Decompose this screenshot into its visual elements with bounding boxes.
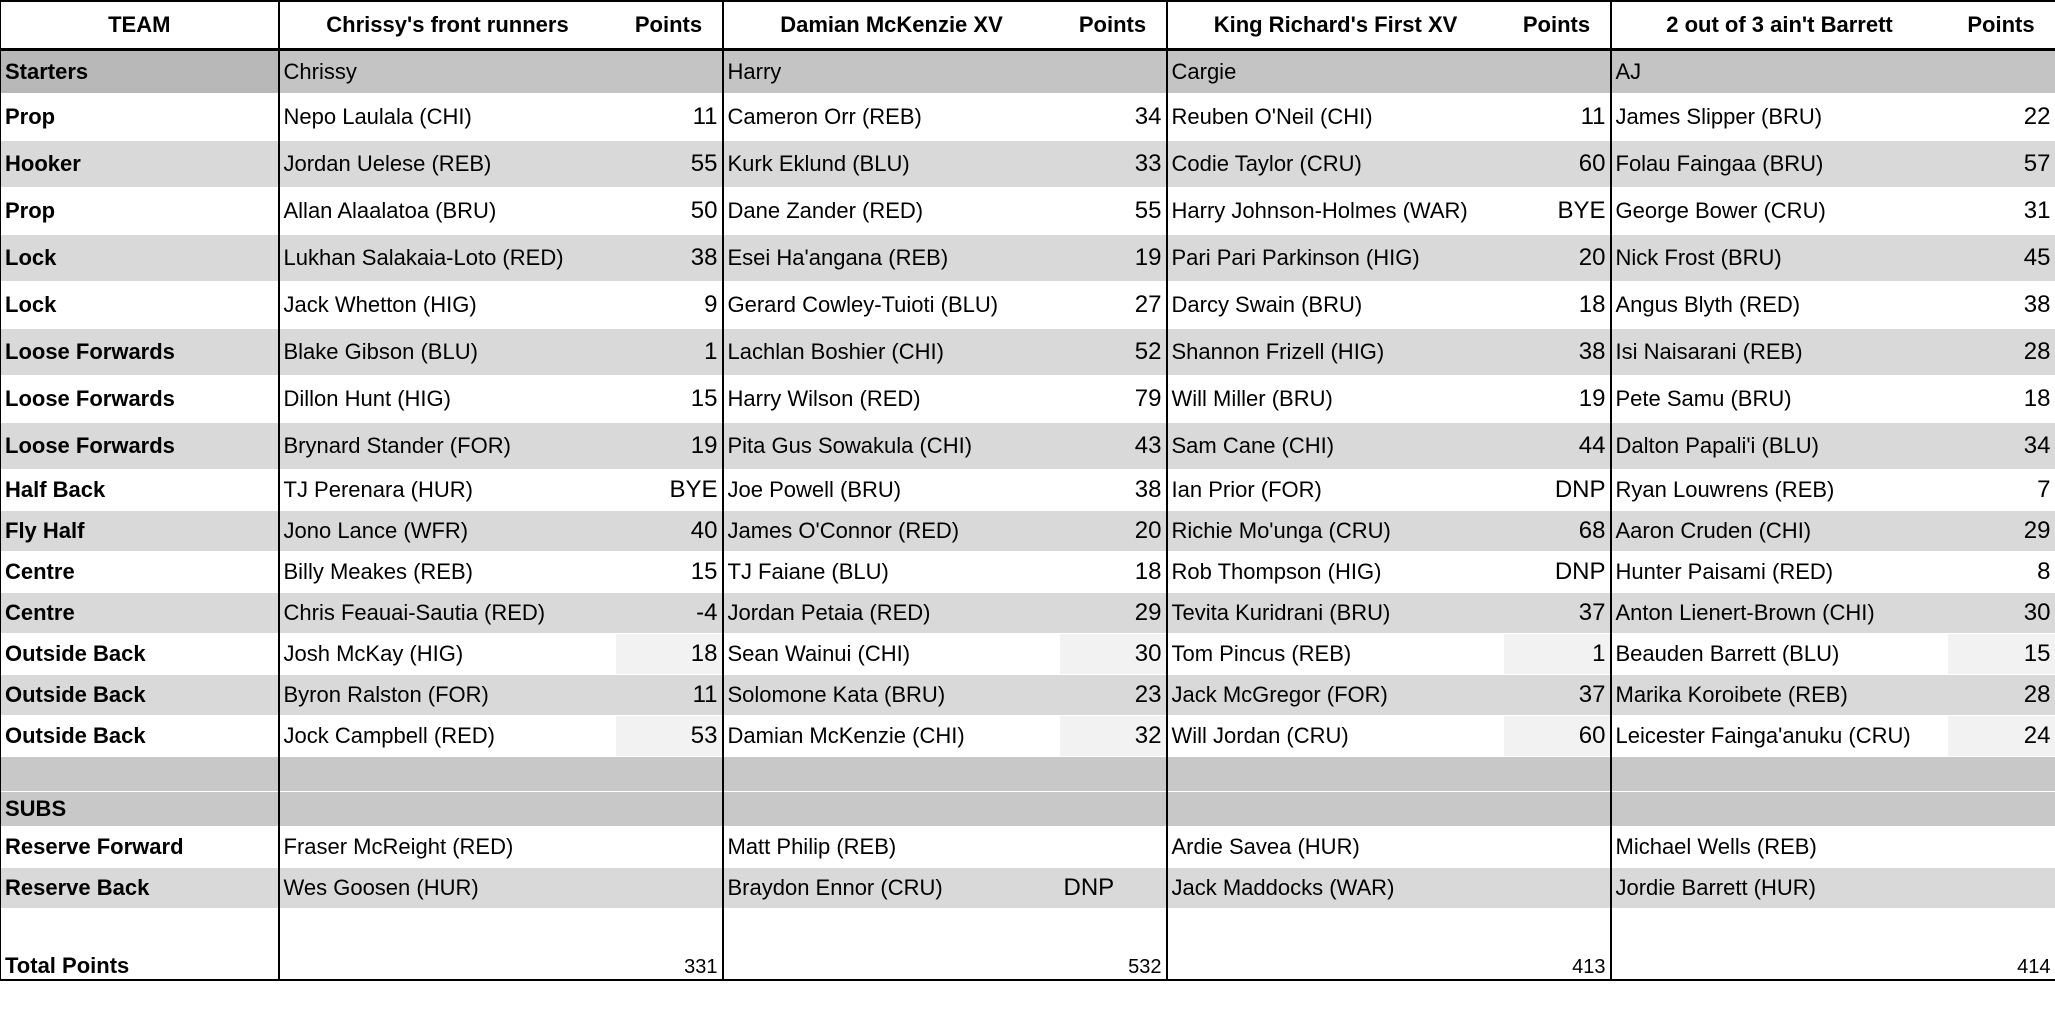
player-cell[interactable]: Damian McKenzie (CHI) (723, 716, 1060, 757)
player-cell[interactable]: Pete Samu (BRU) (1611, 376, 1948, 423)
points-cell[interactable]: 30 (1060, 634, 1167, 675)
points-cell[interactable]: 22 (1948, 94, 2055, 141)
points-cell[interactable]: 1 (1504, 634, 1611, 675)
player-cell[interactable]: Solomone Kata (BRU) (723, 675, 1060, 716)
player-cell[interactable]: Sam Cane (CHI) (1167, 423, 1504, 470)
spacer-cell[interactable] (279, 757, 616, 792)
points-cell[interactable]: 53 (616, 716, 723, 757)
position-cell[interactable]: Prop (1, 94, 279, 141)
points-cell[interactable]: 11 (616, 94, 723, 141)
points-cell[interactable]: 37 (1504, 593, 1611, 634)
player-cell[interactable]: Ian Prior (FOR) (1167, 470, 1504, 511)
player-cell[interactable]: Isi Naisarani (REB) (1611, 329, 1948, 376)
table-row (1, 329, 2055, 376)
points-cell[interactable]: 24 (1948, 716, 2055, 757)
team-3-total[interactable]: 413 (1504, 909, 1611, 981)
player-cell[interactable]: Jordan Uelese (REB) (279, 141, 616, 188)
spacer-cell[interactable] (1504, 792, 1611, 827)
player-cell[interactable]: Will Miller (BRU) (1167, 376, 1504, 423)
spacer-cell[interactable] (1948, 757, 2055, 792)
team-1-owner-points[interactable] (616, 50, 723, 94)
table-row (1, 94, 2055, 141)
points-cell[interactable]: 19 (1060, 235, 1167, 282)
points-cell[interactable]: 33 (1060, 141, 1167, 188)
team-3-name-header[interactable]: King Richard's First XV (1167, 1, 1504, 50)
table-row (1, 282, 2055, 329)
position-cell[interactable]: Half Back (1, 470, 279, 511)
player-cell[interactable]: Allan Alaalatoa (BRU) (279, 188, 616, 235)
player-cell[interactable]: Rob Thompson (HIG) (1167, 552, 1504, 593)
points-cell[interactable]: 29 (1060, 593, 1167, 634)
points-cell[interactable]: 11 (616, 675, 723, 716)
position-cell[interactable]: Centre (1, 593, 279, 634)
table-row (1, 470, 2055, 511)
points-cell[interactable]: 38 (1948, 282, 2055, 329)
points-cell[interactable]: 27 (1060, 282, 1167, 329)
spacer-cell[interactable] (1611, 792, 1948, 827)
player-cell[interactable]: Anton Lienert-Brown (CHI) (1611, 593, 1948, 634)
table-row (1, 552, 2055, 593)
player-cell[interactable]: Leicester Fainga'anuku (CRU) (1611, 716, 1948, 757)
player-cell[interactable]: Richie Mo'unga (CRU) (1167, 511, 1504, 552)
spacer-cell[interactable] (1167, 757, 1504, 792)
totals-row (1, 909, 2055, 981)
player-cell[interactable]: Jordan Petaia (RED) (723, 593, 1060, 634)
spacer-cell[interactable] (1948, 792, 2055, 827)
player-cell[interactable]: Ardie Savea (HUR) (1167, 827, 1504, 868)
total-points-label[interactable]: Total Points (1, 909, 279, 981)
points-cell[interactable]: 38 (1504, 329, 1611, 376)
table-row (1, 376, 2055, 423)
points-cell[interactable]: 15 (616, 552, 723, 593)
points-cell[interactable]: 60 (1504, 141, 1611, 188)
table-row (1, 188, 2055, 235)
points-cell[interactable]: 15 (616, 376, 723, 423)
player-cell[interactable]: Chris Feauai-Sautia (RED) (279, 593, 616, 634)
header-row (1, 1, 2055, 50)
team-3-total-spacer[interactable] (1167, 909, 1504, 981)
points-cell[interactable]: 1 (616, 329, 723, 376)
spacer-cell[interactable] (1611, 757, 1948, 792)
position-cell[interactable]: Fly Half (1, 511, 279, 552)
points-cell[interactable]: 11 (1504, 94, 1611, 141)
owners-row (1, 50, 2055, 94)
points-cell[interactable]: 57 (1948, 141, 2055, 188)
team-4-total-spacer[interactable] (1611, 909, 1948, 981)
spacer-cell[interactable] (616, 792, 723, 827)
position-cell[interactable]: Outside Back (1, 675, 279, 716)
player-cell[interactable]: Cameron Orr (REB) (723, 94, 1060, 141)
position-cell[interactable]: Outside Back (1, 634, 279, 675)
team-2-total[interactable]: 532 (1060, 909, 1167, 981)
points-cell[interactable]: 31 (1948, 188, 2055, 235)
points-cell[interactable] (1948, 827, 2055, 868)
player-cell[interactable]: Kurk Eklund (BLU) (723, 141, 1060, 188)
player-cell[interactable]: Jack Whetton (HIG) (279, 282, 616, 329)
player-cell[interactable]: Wes Goosen (HUR) (279, 868, 616, 909)
player-cell[interactable]: Matt Philip (REB) (723, 827, 1060, 868)
player-cell[interactable]: TJ Faiane (BLU) (723, 552, 1060, 593)
player-cell[interactable]: Pari Pari Parkinson (HIG) (1167, 235, 1504, 282)
subs-body (1, 827, 2055, 909)
points-cell[interactable]: 50 (616, 188, 723, 235)
points-cell[interactable] (1948, 868, 2055, 909)
player-cell[interactable]: Brynard Stander (FOR) (279, 423, 616, 470)
points-cell[interactable]: 23 (1060, 675, 1167, 716)
points-cell[interactable]: 38 (616, 235, 723, 282)
position-cell[interactable]: Hooker (1, 141, 279, 188)
player-cell[interactable]: Billy Meakes (REB) (279, 552, 616, 593)
points-cell[interactable]: 30 (1948, 593, 2055, 634)
team-4-owner-points[interactable] (1948, 50, 2055, 94)
player-cell[interactable]: Blake Gibson (BLU) (279, 329, 616, 376)
position-cell[interactable]: Loose Forwards (1, 423, 279, 470)
spacer-cell[interactable] (723, 757, 1060, 792)
player-cell[interactable]: Darcy Swain (BRU) (1167, 282, 1504, 329)
player-cell[interactable]: Lachlan Boshier (CHI) (723, 329, 1060, 376)
team-1-points-header[interactable]: Points (616, 1, 723, 50)
points-cell[interactable]: 79 (1060, 376, 1167, 423)
position-cell[interactable]: Lock (1, 235, 279, 282)
team-1-total-spacer[interactable] (279, 909, 616, 981)
subs-label[interactable]: SUBS (1, 792, 279, 827)
player-cell[interactable]: Byron Ralston (FOR) (279, 675, 616, 716)
player-cell[interactable]: Dillon Hunt (HIG) (279, 376, 616, 423)
team-3-owner-points[interactable] (1504, 50, 1611, 94)
player-cell[interactable]: Hunter Paisami (RED) (1611, 552, 1948, 593)
player-cell[interactable]: TJ Perenara (HUR) (279, 470, 616, 511)
player-cell[interactable]: Marika Koroibete (REB) (1611, 675, 1948, 716)
player-cell[interactable]: Jono Lance (WFR) (279, 511, 616, 552)
position-cell[interactable]: Reserve Forward (1, 827, 279, 868)
position-cell[interactable]: Reserve Back (1, 868, 279, 909)
team-3-owner[interactable]: Cargie (1167, 50, 1504, 94)
player-cell[interactable]: Beauden Barrett (BLU) (1611, 634, 1948, 675)
table-row (1, 235, 2055, 282)
points-cell[interactable]: 19 (1504, 376, 1611, 423)
spacer-cell[interactable] (1060, 757, 1167, 792)
team-3-points-header[interactable]: Points (1504, 1, 1611, 50)
spacer-cell[interactable] (1, 757, 279, 792)
player-cell[interactable]: Jack Maddocks (WAR) (1167, 868, 1504, 909)
points-cell[interactable]: 40 (616, 511, 723, 552)
table-row (1, 141, 2055, 188)
points-cell[interactable]: 20 (1060, 511, 1167, 552)
points-cell[interactable] (616, 868, 723, 909)
team-4-points-header[interactable]: Points (1948, 1, 2055, 50)
table-row (1, 868, 2055, 909)
player-cell[interactable]: Pita Gus Sowakula (CHI) (723, 423, 1060, 470)
player-cell[interactable]: Tevita Kuridrani (BRU) (1167, 593, 1504, 634)
player-cell[interactable]: Reuben O'Neil (CHI) (1167, 94, 1504, 141)
player-cell[interactable]: Nepo Laulala (CHI) (279, 94, 616, 141)
points-cell[interactable]: 20 (1504, 235, 1611, 282)
points-cell[interactable]: 19 (616, 423, 723, 470)
player-cell[interactable]: George Bower (CRU) (1611, 188, 1948, 235)
position-cell[interactable]: Prop (1, 188, 279, 235)
player-cell[interactable]: Michael Wells (REB) (1611, 827, 1948, 868)
spacer-cell[interactable] (1504, 757, 1611, 792)
player-cell[interactable]: Nick Frost (BRU) (1611, 235, 1948, 282)
player-cell[interactable]: Ryan Louwrens (REB) (1611, 470, 1948, 511)
position-cell[interactable]: Outside Back (1, 716, 279, 757)
team-4-total[interactable]: 414 (1948, 909, 2055, 981)
player-cell[interactable]: Sean Wainui (CHI) (723, 634, 1060, 675)
team-1-name-header[interactable]: Chrissy's front runners (279, 1, 616, 50)
points-cell[interactable]: 52 (1060, 329, 1167, 376)
points-cell[interactable]: 44 (1504, 423, 1611, 470)
team-4-name-header[interactable]: 2 out of 3 ain't Barrett (1611, 1, 1948, 50)
player-cell[interactable]: Joe Powell (BRU) (723, 470, 1060, 511)
points-cell[interactable]: DNP (1504, 470, 1611, 511)
spacer-cell[interactable] (723, 792, 1060, 827)
team-1-owner[interactable]: Chrissy (279, 50, 616, 94)
spacer-cell[interactable] (279, 792, 616, 827)
spacer-cell[interactable] (616, 757, 723, 792)
player-cell[interactable]: Tom Pincus (REB) (1167, 634, 1504, 675)
player-cell[interactable]: Angus Blyth (RED) (1611, 282, 1948, 329)
starters-body (1, 94, 2055, 757)
points-cell[interactable]: 18 (1504, 282, 1611, 329)
table-row (1, 827, 2055, 868)
points-cell[interactable]: 45 (1948, 235, 2055, 282)
points-cell[interactable] (1504, 827, 1611, 868)
player-cell[interactable]: Folau Faingaa (BRU) (1611, 141, 1948, 188)
team-2-points-header[interactable]: Points (1060, 1, 1167, 50)
player-cell[interactable]: Josh McKay (HIG) (279, 634, 616, 675)
table-row (1, 593, 2055, 634)
starters-label[interactable]: Starters (1, 50, 279, 94)
player-cell[interactable]: Jordie Barrett (HUR) (1611, 868, 1948, 909)
points-cell[interactable]: 43 (1060, 423, 1167, 470)
player-cell[interactable]: Fraser McReight (RED) (279, 827, 616, 868)
points-cell[interactable]: DNP (1060, 868, 1167, 909)
table-row (1, 511, 2055, 552)
points-cell[interactable]: -4 (616, 593, 723, 634)
points-cell[interactable]: 9 (616, 282, 723, 329)
table-row (1, 423, 2055, 470)
points-cell[interactable]: 7 (1948, 470, 2055, 511)
points-cell[interactable]: 18 (616, 634, 723, 675)
player-cell[interactable]: Will Jordan (CRU) (1167, 716, 1504, 757)
points-cell[interactable]: 34 (1060, 94, 1167, 141)
team-2-total-spacer[interactable] (723, 909, 1060, 981)
player-cell[interactable]: James O'Connor (RED) (723, 511, 1060, 552)
player-cell[interactable]: Harry Wilson (RED) (723, 376, 1060, 423)
points-cell[interactable]: 8 (1948, 552, 2055, 593)
points-cell[interactable]: BYE (1504, 188, 1611, 235)
table-row (1, 634, 2055, 675)
spacer-cell[interactable] (1060, 792, 1167, 827)
team-column-header[interactable]: TEAM (1, 1, 279, 50)
spacer-row (1, 757, 2055, 792)
points-cell[interactable]: 55 (1060, 188, 1167, 235)
position-cell[interactable]: Loose Forwards (1, 329, 279, 376)
points-cell[interactable]: DNP (1504, 552, 1611, 593)
points-cell[interactable]: 18 (1060, 552, 1167, 593)
team-4-owner[interactable]: AJ (1611, 50, 1948, 94)
player-cell[interactable]: Braydon Ennor (CRU) (723, 868, 1060, 909)
player-cell[interactable]: Dalton Papali'i (BLU) (1611, 423, 1948, 470)
points-cell[interactable]: 15 (1948, 634, 2055, 675)
points-cell[interactable]: 68 (1504, 511, 1611, 552)
points-cell[interactable] (1060, 827, 1167, 868)
points-cell[interactable]: BYE (616, 470, 723, 511)
position-cell[interactable]: Centre (1, 552, 279, 593)
player-cell[interactable]: Jack McGregor (FOR) (1167, 675, 1504, 716)
points-cell[interactable]: 38 (1060, 470, 1167, 511)
points-cell[interactable]: 55 (616, 141, 723, 188)
position-cell[interactable]: Loose Forwards (1, 376, 279, 423)
subs-header-row (1, 792, 2055, 827)
points-cell[interactable] (1504, 868, 1611, 909)
points-cell[interactable]: 29 (1948, 511, 2055, 552)
team-2-owner-points[interactable] (1060, 50, 1167, 94)
player-cell[interactable]: Gerard Cowley-Tuioti (BLU) (723, 282, 1060, 329)
points-cell[interactable] (616, 827, 723, 868)
points-cell[interactable]: 34 (1948, 423, 2055, 470)
points-cell[interactable]: 32 (1060, 716, 1167, 757)
player-cell[interactable]: Jock Campbell (RED) (279, 716, 616, 757)
points-cell[interactable]: 18 (1948, 376, 2055, 423)
points-cell[interactable]: 37 (1504, 675, 1611, 716)
team-1-total[interactable]: 331 (616, 909, 723, 981)
player-cell[interactable]: Codie Taylor (CRU) (1167, 141, 1504, 188)
team-2-owner[interactable]: Harry (723, 50, 1060, 94)
player-cell[interactable]: Dane Zander (RED) (723, 188, 1060, 235)
team-2-name-header[interactable]: Damian McKenzie XV (723, 1, 1060, 50)
table-row (1, 675, 2055, 716)
spacer-cell[interactable] (1167, 792, 1504, 827)
player-cell[interactable]: Esei Ha'angana (REB) (723, 235, 1060, 282)
points-cell[interactable]: 60 (1504, 716, 1611, 757)
player-cell[interactable]: Harry Johnson-Holmes (WAR) (1167, 188, 1504, 235)
points-cell[interactable]: 28 (1948, 675, 2055, 716)
player-cell[interactable]: Lukhan Salakaia-Loto (RED) (279, 235, 616, 282)
position-cell[interactable]: Lock (1, 282, 279, 329)
player-cell[interactable]: Aaron Cruden (CHI) (1611, 511, 1948, 552)
player-cell[interactable]: Shannon Frizell (HIG) (1167, 329, 1504, 376)
points-cell[interactable]: 28 (1948, 329, 2055, 376)
player-cell[interactable]: James Slipper (BRU) (1611, 94, 1948, 141)
table-row (1, 716, 2055, 757)
